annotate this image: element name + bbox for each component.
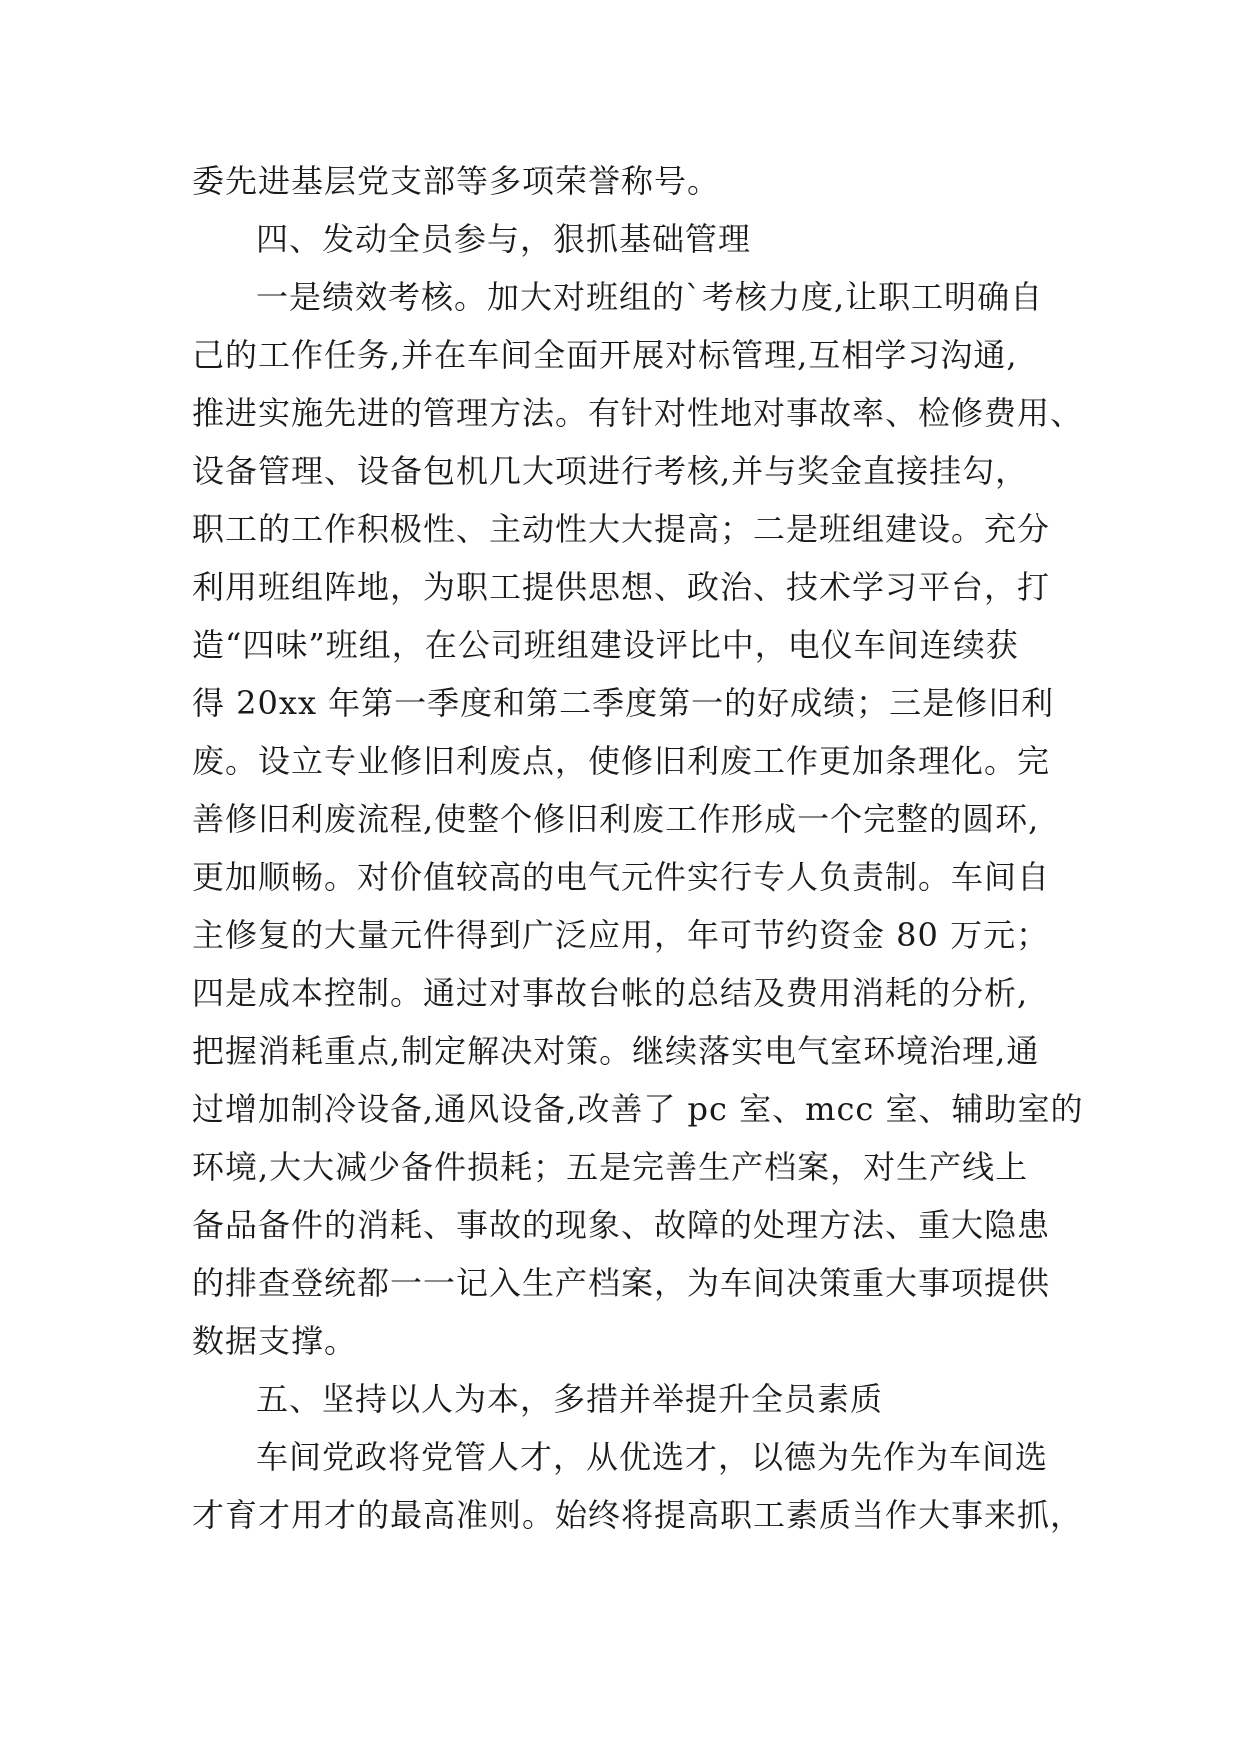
text-line: 委先进基层党支部等多项荣誉称号。 <box>192 162 721 200</box>
text-line: 设备管理、设备包机几大项进行考核,并与奖金直接挂勾， <box>192 452 1029 490</box>
text-line: 备品备件的消耗、事故的现象、故障的处理方法、重大隐患 <box>192 1206 1051 1244</box>
text-line: 数据支撑。 <box>192 1322 358 1360</box>
text-line: 更加顺畅。对价值较高的电气元件实行专人负责制。车间自 <box>192 858 1051 896</box>
text-line: 利用班组阵地，为职工提供思想、政治、技术学习平台，打 <box>192 568 1051 606</box>
body-text <box>192 152 1084 1544</box>
text-line: 职工的工作积极性、主动性大大提高；二是班组建设。充分 <box>192 510 1051 548</box>
paragraph-heading-line: 五、坚持以人为本，多措并举提升全员素质 <box>256 1380 884 1418</box>
text-line: 废。设立专业修旧利废点，使修旧利废工作更加条理化。完 <box>192 742 1051 780</box>
text-line: 推进实施先进的管理方法。有针对性地对事故率、检修费用、 <box>192 394 1084 432</box>
text-line: 主修复的大量元件得到广泛应用，年可节约资金 80 万元； <box>192 916 1050 954</box>
paragraph-heading-line: 车间党政将党管人才，从优选才，以德为先作为车间选 <box>256 1438 1049 1476</box>
text-line: 把握消耗重点,制定解决对策。继续落实电气室环境治理,通 <box>192 1032 1040 1070</box>
text-line: 才育才用才的最高准则。始终将提高职工素质当作大事来抓， <box>192 1496 1084 1534</box>
paragraph-heading-line: 一是绩效考核。加大对班组的`考核力度,让职工明确自 <box>256 278 1044 316</box>
text-line: 的排查登统都一一记入生产档案，为车间决策重大事项提供 <box>192 1264 1051 1302</box>
paragraph-heading-line: 四、发动全员参与，狠抓基础管理 <box>256 220 752 258</box>
text-line: 四是成本控制。通过对事故台帐的总结及费用消耗的分析, <box>192 974 1029 1012</box>
text-line: 造“四味”班组，在公司班组建设评比中，电仪车间连续获 <box>192 626 1019 664</box>
text-line: 己的工作任务,并在车间全面开展对标管理,互相学习沟通, <box>192 336 1018 374</box>
text-line: 环境,大大减少备件损耗；五是完善生产档案，对生产线上 <box>192 1148 1029 1186</box>
text-line: 得 20xx 年第一季度和第二季度第一的好成绩；三是修旧利 <box>192 684 1055 722</box>
text-line: 善修旧利废流程,使整个修旧利废工作形成一个完整的圆环, <box>192 800 1040 838</box>
text-line: 过增加制冷设备,通风设备,改善了 pc 室、mcc 室、辅助室的 <box>192 1090 1084 1128</box>
